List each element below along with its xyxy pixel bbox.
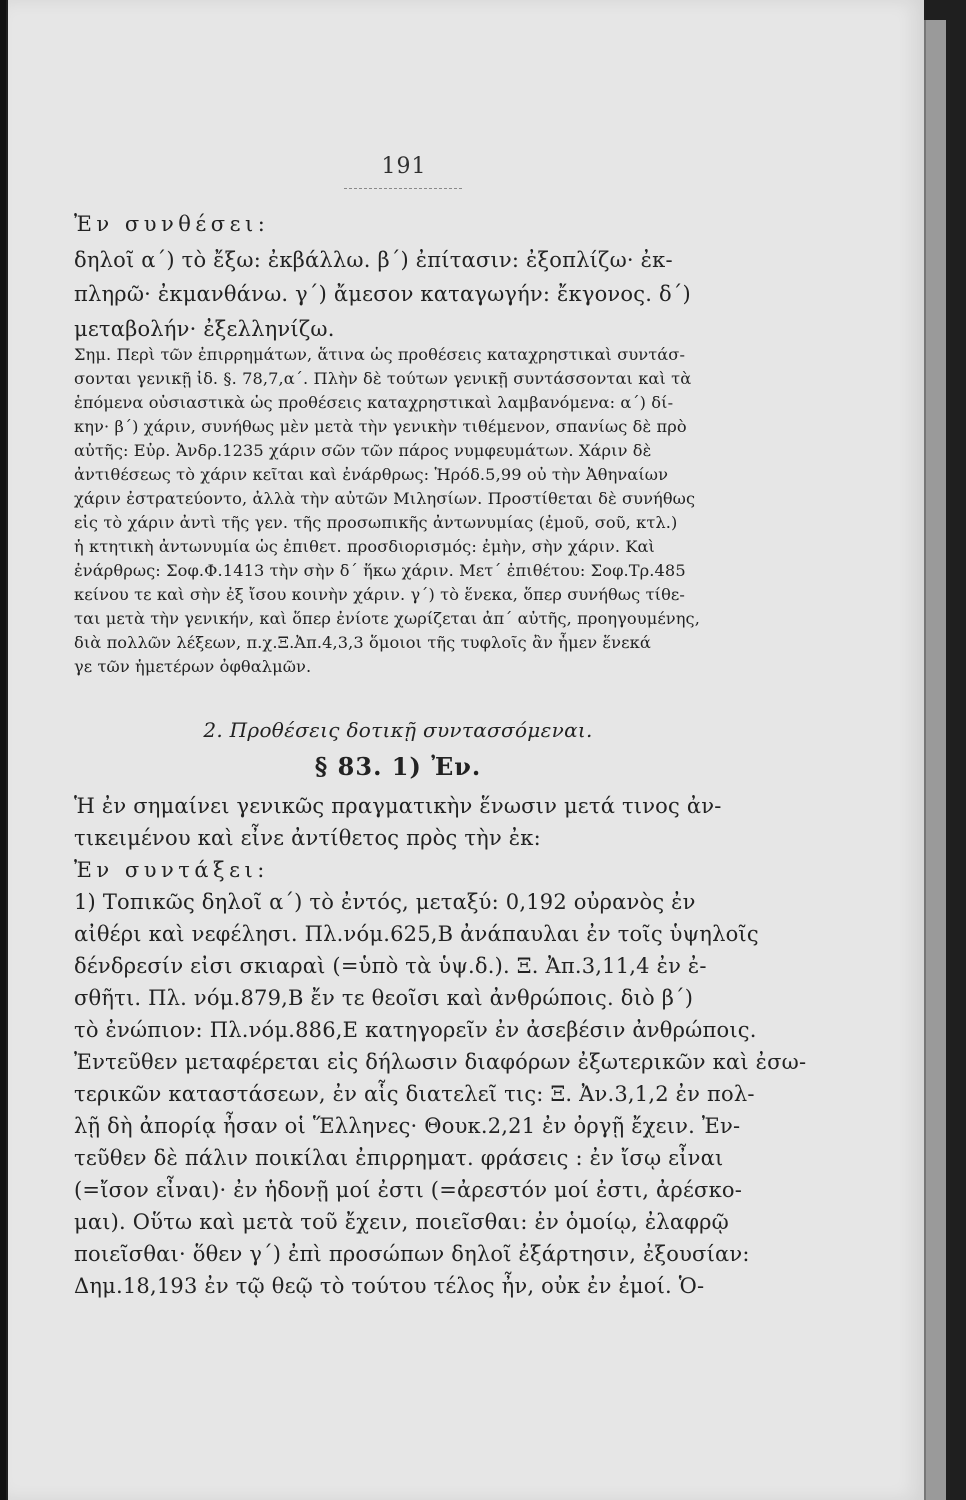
paragraph-mark: § 83. 1) Ἐν. (314, 752, 482, 781)
page-number: 191 (381, 154, 427, 179)
note-line: κείνου τε καὶ σὴν ἐξ ἴσου κοινὴν χάριν. γ΄) τὸ ἕνεκα, ὅπερ συνήθως τίθε- (74, 585, 685, 604)
note-line: γε τῶν ἡμετέρων ὀφθαλμῶν. (74, 657, 312, 676)
section-line: τὸ ἐνώπιον: Πλ.νόμ.886,Ε κατηγορεῖν ἐν ἀσεβέσιν ἀνθρώποις. (74, 1018, 757, 1042)
section-line: Δημ.18,193 ἐν τῷ θεῷ τὸ τούτου τέλος ἦν, οὐκ ἐν ἐμοί. Ὁ- (74, 1274, 705, 1298)
note-line: ἡ κτητικὴ ἀντωνυμία ὡς ἐπιθετ. προσδιορισμός: ἐμὴν, σὴν χάριν. Καὶ (74, 537, 656, 556)
section-line: αἰθέρι καὶ νεφέλησι. Πλ.νόμ.625,Β ἀνάπαυλαι ἐν τοῖς ὑψηλοῖς (74, 922, 759, 946)
note-line: κην· β΄) χάριν, συνήθως μὲν μετὰ τὴν γενικὴν τιθέμενον, σπανίως δὲ πρὸ (74, 417, 687, 436)
section-line: Ἐν συντάξει: (74, 858, 269, 882)
intro-line: πληρῶ· ἐκμανθάνω. γ΄) ἄμεσον καταγωγήν: ἔκγονος. δ΄) (74, 282, 691, 306)
note-line: αὐτῆς: Εὐρ. Ἀνδρ.1235 χάριν σῶν τῶν πάρος νυμφευμάτων. Χάριν δὲ (74, 441, 652, 460)
binding-strip (0, 0, 6, 1500)
intro-heading: Ἐν συνθέσει: (74, 212, 270, 236)
section-line: τερικῶν καταστάσεων, ἐν αἷς διατελεῖ τις: Ξ. Ἀν.3,1,2 ἐν πολ- (74, 1082, 755, 1106)
section-line: δένδρεσίν εἰσι σκιαραὶ (=ὑπὸ τὰ ὑψ.δ.). Ξ. Ἀπ.3,11,4 ἐν ἐ- (74, 954, 707, 978)
section-line: Ἐντεῦθεν μεταφέρεται εἰς δήλωσιν διαφόρων ἐξωτερικῶν καὶ ἐσω- (74, 1050, 807, 1074)
section-line: ποιεῖσθαι· ὅθεν γ΄) ἐπὶ προσώπων δηλοῖ ἐξάρτησιν, ἐξουσίαν: (74, 1242, 750, 1266)
intro-line: μεταβολήν· ἐξελληνίζω. (74, 317, 335, 341)
section-line: τεῦθεν δὲ πάλιν ποικίλαι ἐπιρρηματ. φράσεις : ἐν ἴσῳ εἶναι (74, 1146, 724, 1170)
section-line: μαι). Οὕτω καὶ μετὰ τοῦ ἔχειν, ποιεῖσθαι: ἐν ὁμοίῳ, ἐλαφρῷ (74, 1210, 729, 1234)
section-line: σθῆτι. Πλ. νόμ.879,Β ἔν τε θεοῖσι καὶ ἀνθρώποις. διὸ β΄) (74, 986, 694, 1010)
section-line: λῇ δὴ ἀπορίᾳ ἦσαν οἱ Ἕλληνες· Θουκ.2,21 ἐν ὀργῇ ἔχειν. Ἐν- (74, 1114, 741, 1138)
page-number-rule (344, 188, 462, 189)
section-line: Ἡ ἐν σημαίνει γενικῶς πραγματικὴν ἕνωσιν μετά τινος ἀν- (74, 794, 722, 818)
note-line: ἐνάρθρως: Σοφ.Φ.1413 τὴν σὴν δ΄ ἥκω χάριν. Μετ΄ ἐπιθέτου: Σοφ.Τρ.485 (74, 561, 686, 580)
note-line: ἀντιθέσεως τὸ χάριν κεῖται καὶ ἐνάρθρως: Ἡρόδ.5,99 οὐ τὴν Ἀθηναίων (74, 465, 669, 484)
page-edge (924, 20, 946, 1500)
note-line: ται μετὰ τὴν γενικήν, καὶ ὅπερ ἐνίοτε χωρίζεται ἀπ΄ αὐτῆς, προηγουμένης, (74, 609, 700, 628)
section-line: τικειμένου καὶ εἶνε ἀντίθετος πρὸς τὴν ἐκ: (74, 826, 541, 850)
note-line: ἑπόμενα οὐσιαστικὰ ὡς προθέσεις καταχρηστικαὶ λαμβανόμενα: α΄) δί- (74, 393, 674, 412)
subsection-heading: 2. Προθέσεις δοτικῇ συντασσόμεναι. (203, 718, 593, 742)
page-sheet (8, 0, 924, 1500)
section-line: 1) Τοπικῶς δηλοῖ α΄) τὸ ἐντός, μεταξύ: 0,192 οὐρανὸς ἐν (74, 890, 696, 914)
note-line: χάριν ἐστρατεύοντο, ἀλλὰ τὴν αὐτῶν Μιλησίων. Προστίθεται δὲ συνήθως (74, 489, 696, 508)
note-line: σονται γενικῇ ἰδ. §. 78,7,α΄. Πλὴν δὲ τούτων γενικῇ συντάσσονται καὶ τὰ (74, 369, 692, 388)
section-line: (=ἴσον εἶναι)· ἐν ἡδονῇ μοί ἐστι (=ἀρεστόν μοί ἐστι, ἀρέσκο- (74, 1178, 743, 1202)
note-line: διὰ πολλῶν λέξεων, π.χ.Ξ.Ἀπ.4,3,3 ὅμοιοι τῆς τυφλοῖς ἂν ἦμεν ἕνεκά (74, 633, 651, 652)
note-line: Σημ. Περὶ τῶν ἐπιρρημάτων, ἅτινα ὡς προθέσεις καταχρηστικαὶ συντάσ- (74, 345, 686, 364)
intro-line: δηλοῖ α΄) τὸ ἔξω: ἐκβάλλω. β΄) ἐπίτασιν: ἐξοπλίζω· ἐκ- (74, 248, 673, 272)
note-line: εἰς τὸ χάριν ἀντὶ τῆς γεν. τῆς προσωπικῆς ἀντωνυμίας (ἐμοῦ, σοῦ, κτλ.) (74, 513, 678, 532)
